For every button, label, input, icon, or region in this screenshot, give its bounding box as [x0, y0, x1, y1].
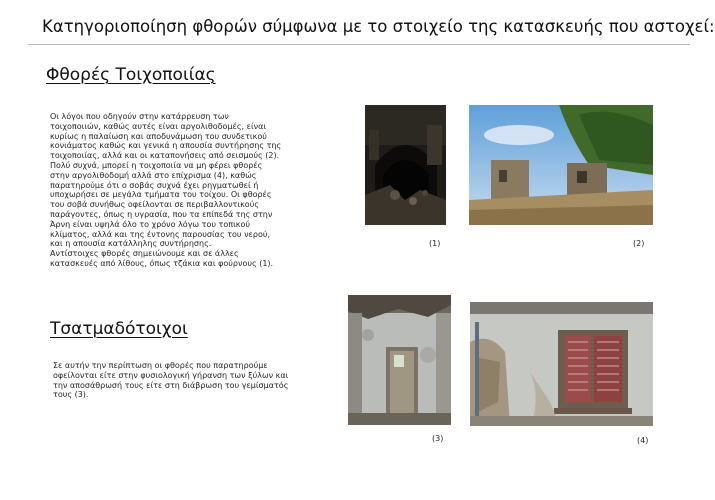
text-line: κατασκευές από λίθους, όπως τζάκια και φούρνους (1).	[50, 258, 274, 268]
text-line: στην αργολιθοδομή αλλά στο επίχρισμα (4), καθώς	[50, 170, 257, 180]
photo-stone-ruins	[469, 105, 653, 225]
text-line: οφείλονται είτε στην φυσιολογική γήρανση των ξύλων και	[53, 370, 289, 380]
photo-cracked-plaster-window	[470, 302, 653, 426]
text-line: Πολύ συχνά, μπορεί η τοιχοποιία να μη φέρει φθορές	[50, 160, 263, 170]
photo-interior-doorway	[348, 295, 451, 425]
text-line: παράγοντες, όπως η υγρασία, που τα επίπεδά της στην	[50, 209, 273, 219]
caption-photo-1: (1)	[429, 239, 441, 248]
text-line: κυρίως η παλαίωση και αποδυνάμωση του συνδετικού	[50, 131, 267, 141]
text-line: τοιχοποιιών, καθώς αυτές είναι αργολιθοδομές, είναι	[50, 121, 267, 131]
text-line: Σε αυτήν την περίπτωση οι φθορές που παρατηρούμε	[53, 361, 268, 370]
section-heading-timber-frame: Τσατμαδότοιχοι	[50, 319, 188, 339]
title-divider	[28, 44, 690, 45]
section-heading-masonry: Φθορές Τοιχοποιίας	[46, 65, 216, 85]
caption-photo-4: (4)	[637, 436, 649, 445]
text-line: τους (3).	[53, 390, 89, 400]
text-line: Άρνη είναι υψηλά όλο το χρόνο λόγω του τοπικού	[50, 219, 251, 229]
text-line: κλίματος, αλλά και της έντονης παρουσίας του νερού,	[50, 229, 271, 239]
text-line: υποχωρήσει σε μεγάλα τμήματα του τοίχου. Οι φθορές	[50, 190, 272, 200]
text-line: την αποσάθρωσή τους είτε στη διάβρωση του γεμίσματός	[53, 380, 289, 390]
text-line: παρατηρούμε ότι ο σοβάς συχνά έχει ρηγματωθεί ή	[50, 180, 259, 190]
text-line: κονιάματος καθώς και γενικά η απουσία συντήρησης της	[50, 141, 282, 151]
page-title: Κατηγοριοποίηση φθορών σύμφωνα με το στοιχείο της κατασκευής που αστοχεί:	[42, 17, 715, 36]
text-line: Αντίστοιχες φθορές σημειώνουμε και σε άλλες	[50, 249, 239, 259]
timber-frame-paragraph	[53, 361, 288, 400]
caption-photo-2: (2)	[633, 239, 645, 248]
masonry-paragraph	[50, 112, 281, 269]
photo-stone-fireplace	[365, 105, 446, 225]
text-line: τοιχοποιίας, αλλά και οι καταπονήσεις από σεισμούς (2).	[50, 151, 280, 161]
text-line: του σοβά συνήθως οφείλονται σε περιβαλλοντικούς	[50, 200, 260, 210]
text-line: και η απουσία κατάλληλης συντήρησης.	[50, 239, 212, 249]
text-line: Οι λόγοι που οδηγούν στην κατάρρευση των	[50, 112, 229, 121]
caption-photo-3: (3)	[432, 434, 444, 443]
